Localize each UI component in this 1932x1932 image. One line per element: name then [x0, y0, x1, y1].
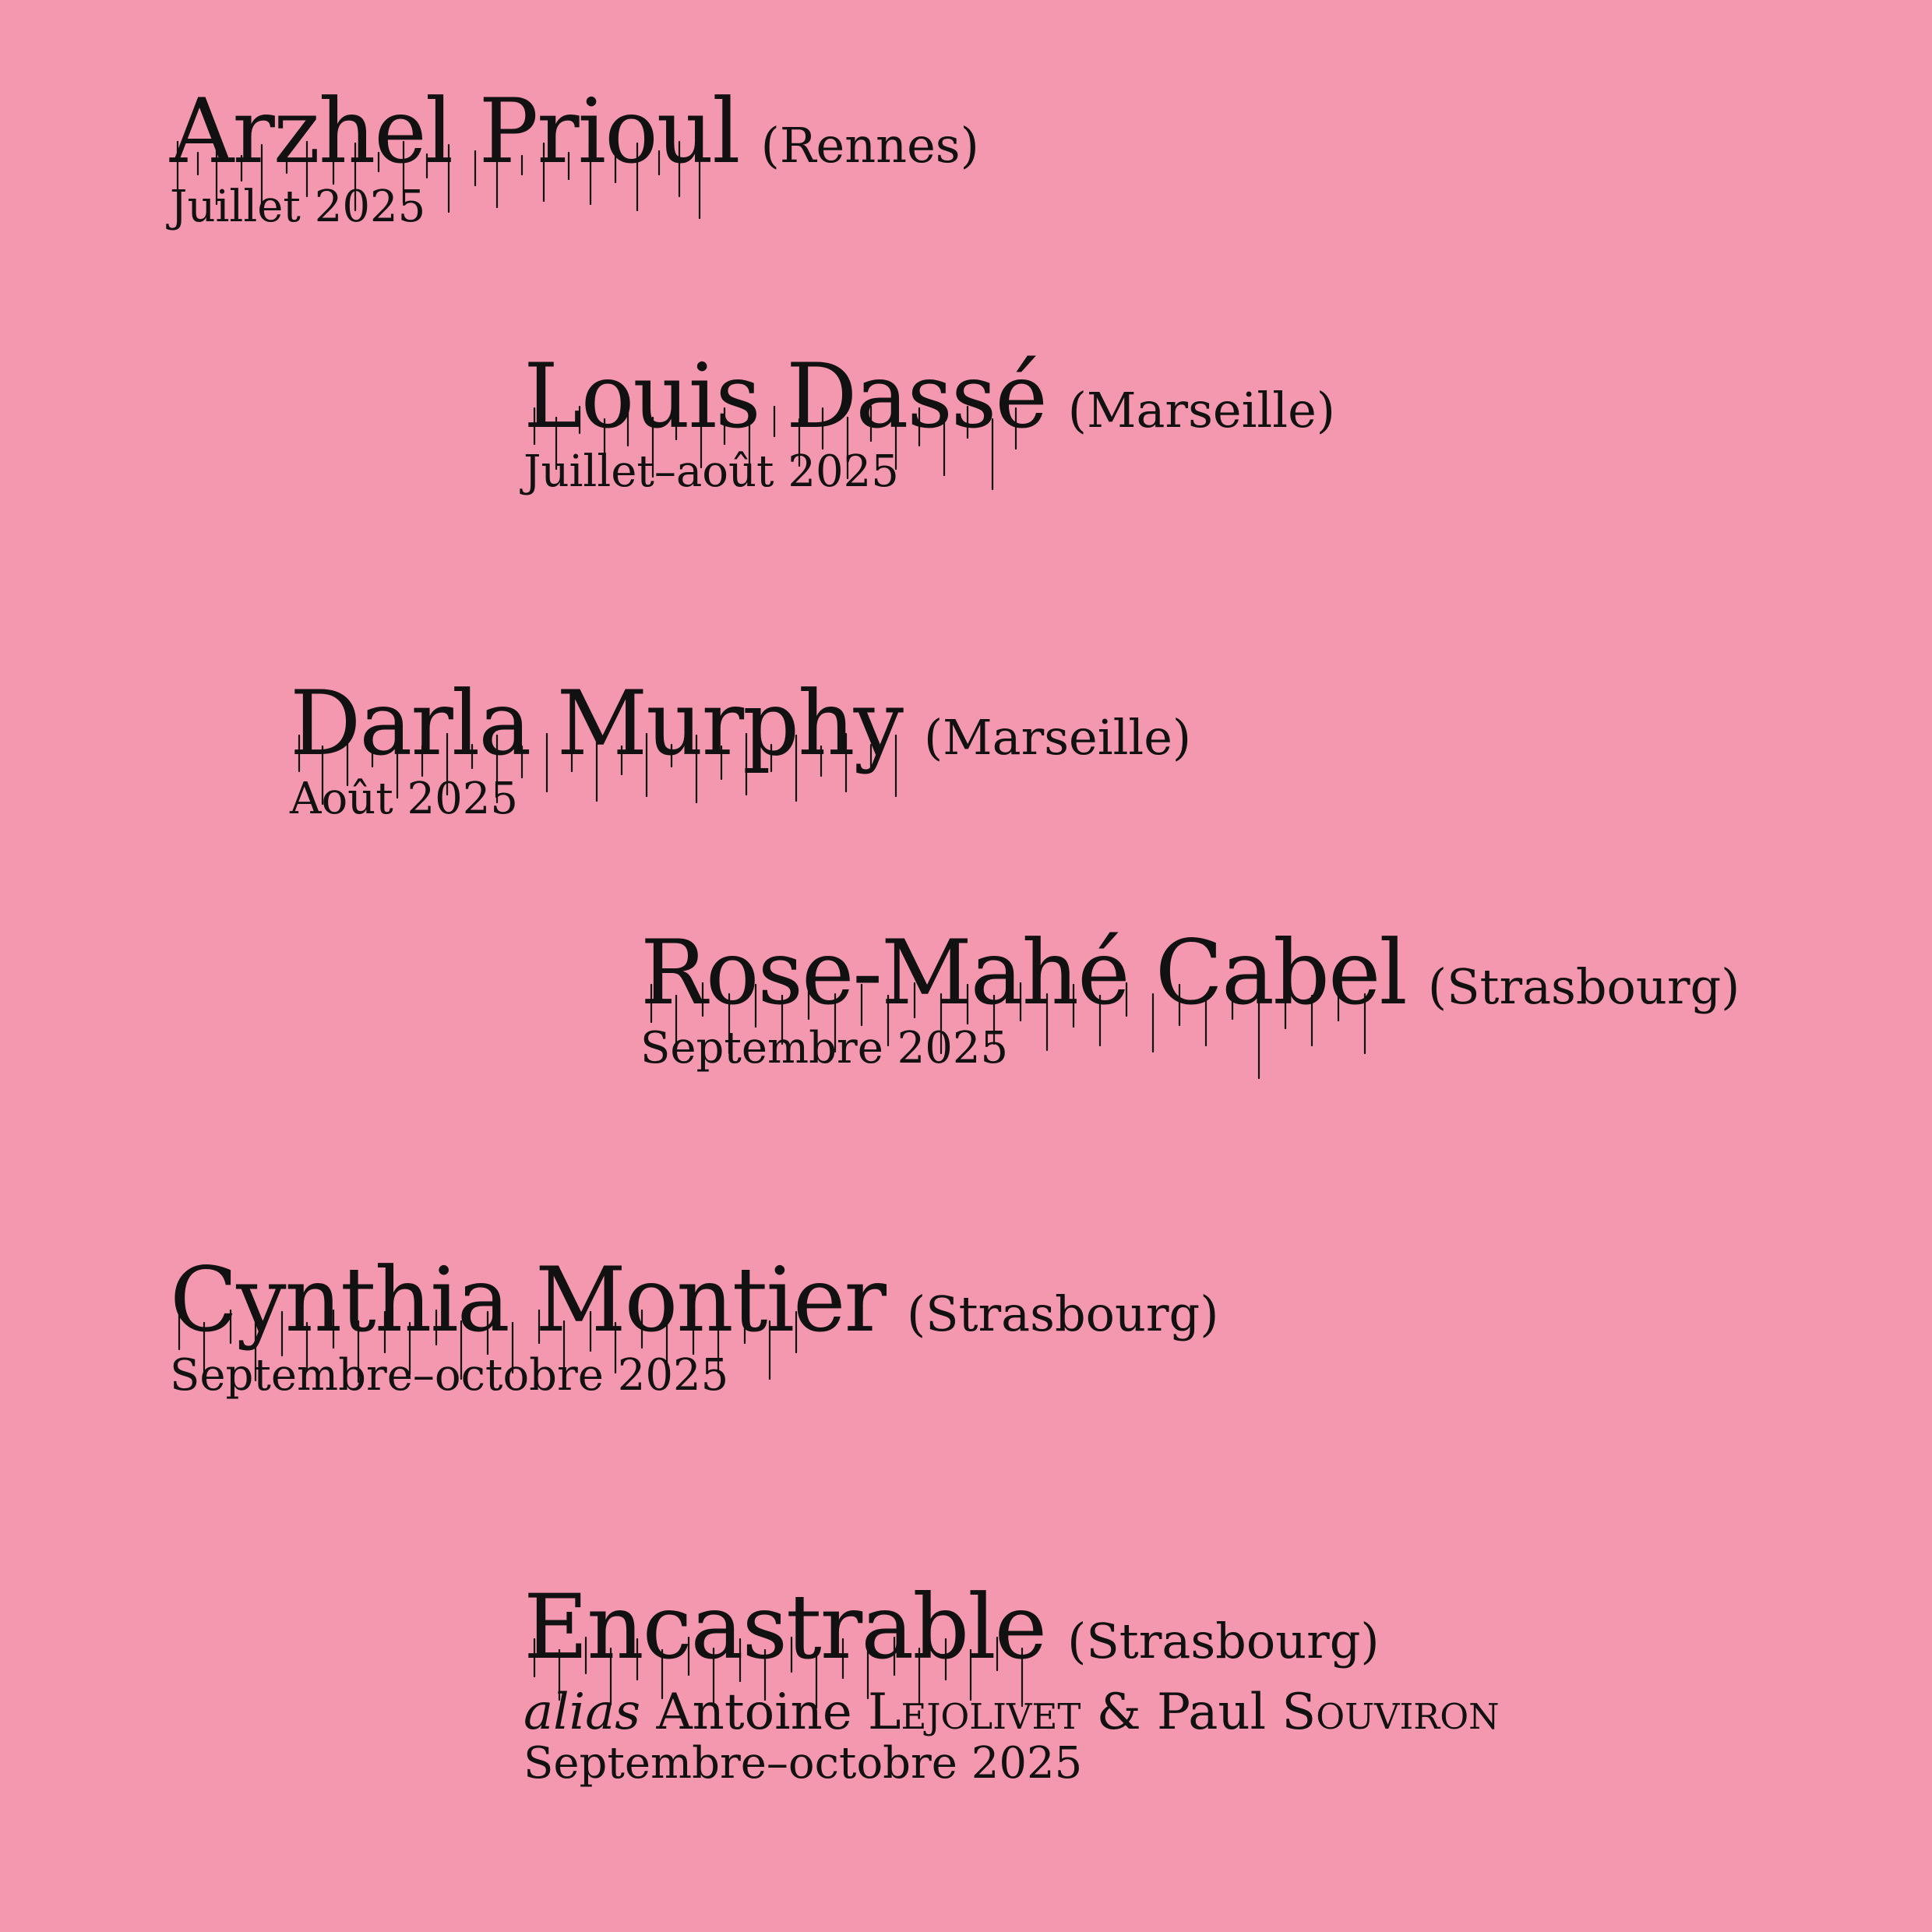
artist-name: Arzhel Prioul — [170, 87, 739, 176]
artist-heading — [524, 344, 1335, 448]
artist-name: Cynthia Montier — [170, 1256, 885, 1345]
artist-entry — [524, 344, 1335, 497]
artist-name: Rose-Mahé Cabel — [640, 929, 1406, 1017]
member-first-name: Antoine — [656, 1683, 852, 1741]
artist-city: (Strasbourg) — [1427, 958, 1740, 1015]
artist-city: (Rennes) — [760, 117, 979, 174]
artist-heading — [170, 79, 979, 183]
artist-city: (Strasbourg) — [1067, 1613, 1380, 1669]
residency-date: Août 2025 — [290, 774, 519, 824]
artist-entry — [170, 1248, 1219, 1401]
alias-line — [524, 1683, 1500, 1741]
artist-city: (Marseille) — [1067, 382, 1335, 439]
residency-date: Juillet 2025 — [170, 182, 426, 232]
residency-date: Septembre 2025 — [640, 1023, 1009, 1074]
artist-entry — [640, 921, 1740, 1074]
artist-name: Darla Murphy — [290, 679, 902, 768]
artist-name: Encastrable — [524, 1583, 1045, 1672]
artist-heading — [170, 1248, 1219, 1352]
alias-prefix: alias — [524, 1683, 641, 1741]
member-last-name: Lejolivet — [868, 1683, 1081, 1741]
member-last-name: Souviron — [1282, 1683, 1500, 1741]
residency-date: Septembre–octobre 2025 — [170, 1350, 729, 1401]
artist-entry — [290, 672, 1192, 824]
artist-heading — [290, 672, 1192, 775]
artist-entry — [170, 79, 979, 232]
artist-city: (Strasbourg) — [906, 1285, 1219, 1342]
residency-date: Juillet–août 2025 — [524, 446, 899, 497]
residency-date: Septembre–octobre 2025 — [524, 1738, 1083, 1789]
artist-entry — [524, 1575, 1500, 1789]
artist-city: (Marseille) — [923, 709, 1192, 766]
artist-heading — [640, 921, 1740, 1024]
member-first-name: Paul — [1157, 1683, 1267, 1741]
ampersand: & — [1096, 1683, 1141, 1741]
artist-heading — [524, 1575, 1499, 1679]
artist-name: Louis Dassé — [524, 352, 1046, 441]
